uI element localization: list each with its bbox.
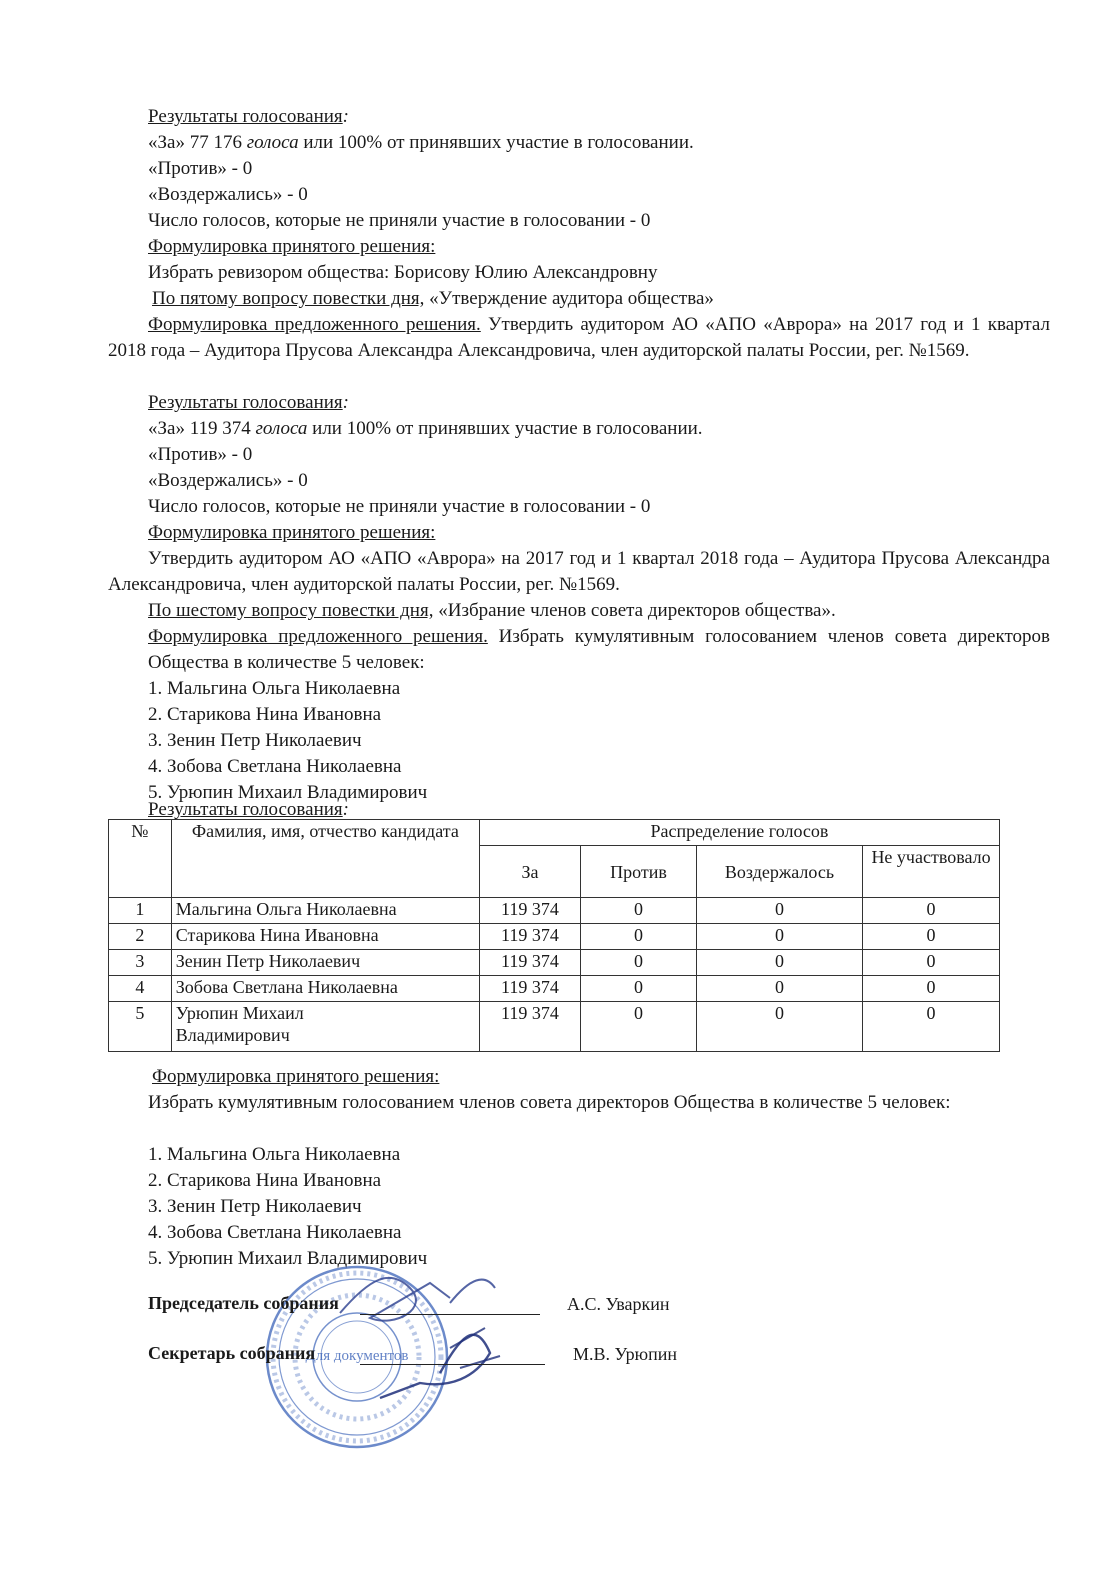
- q4-abstain: «Воздержались» - 0: [148, 184, 308, 205]
- q6-question-underlined: По шестому вопросу повестки дня,: [148, 600, 434, 621]
- votes-table: [108, 819, 1000, 1052]
- q4-for-line: [148, 130, 694, 156]
- secretary-name: М.В. Урюпин: [573, 1344, 678, 1364]
- q5-proposed-heading: Формулировка предложенного решения.: [148, 314, 481, 335]
- table-row: [109, 976, 1000, 1002]
- q6-elected-5: 5. Урюпин Михаил Владимирович: [148, 1248, 428, 1269]
- row-name: Мальгина Ольга Николаевна: [171, 898, 479, 924]
- q6-results-colon: :: [342, 799, 349, 820]
- table-row: [109, 898, 1000, 924]
- secretary-label: Секретарь собрания: [148, 1343, 316, 1363]
- chair-signature-line: [360, 1314, 540, 1315]
- col-not-header: Не участвовало: [863, 846, 1000, 898]
- q6-candidate-4: 4. Зобова Светлана Николаевна: [148, 756, 402, 777]
- col-name-header: Фамилия, имя, отчество кандидата: [171, 820, 479, 898]
- q4-results-heading: [148, 104, 349, 130]
- col-against-header: Против: [581, 846, 697, 898]
- q6-question-text: «Избрание членов совета директоров общества».: [433, 600, 836, 621]
- row-name: Зенин Петр Николаевич: [171, 950, 479, 976]
- q4-not-participated: Число голосов, которые не приняли участие в голосовании - 0: [148, 210, 651, 231]
- table-row: [109, 950, 1000, 976]
- row-against: 0: [581, 976, 697, 1002]
- row-against: 0: [581, 924, 697, 950]
- q5-results-heading-text: Результаты голосования: [148, 392, 343, 413]
- signature-scribbles: [300, 1258, 560, 1418]
- q6-decision-heading: Формулировка принятого решения:: [152, 1066, 440, 1087]
- row-num: 3: [109, 950, 172, 976]
- q5-results-heading: [148, 390, 349, 416]
- row-num: 5: [109, 1002, 172, 1052]
- q5-results-colon: :: [342, 392, 349, 413]
- q6-elected-4: 4. Зобова Светлана Николаевна: [148, 1222, 402, 1243]
- row-num: 2: [109, 924, 172, 950]
- secretary-signature-line: [360, 1364, 545, 1365]
- q6-candidate-5: 5. Урюпин Михаил Владимирович: [148, 782, 428, 803]
- row-not: 0: [863, 1002, 1000, 1052]
- col-abstain-header: Воздержалось: [696, 846, 862, 898]
- row-for: 119 374: [479, 976, 580, 1002]
- q6-proposed: [148, 624, 1050, 676]
- q4-decision-text: Избрать ревизором общества: Борисову Юлию Александровну: [148, 262, 658, 283]
- stamp-center-text: Для документов: [305, 1348, 409, 1364]
- q6-elected-3: 3. Зенин Петр Николаевич: [148, 1196, 362, 1217]
- table-row: [109, 1002, 1000, 1052]
- q6-question: [148, 598, 836, 624]
- row-against: 0: [581, 898, 697, 924]
- row-for: 119 374: [479, 950, 580, 976]
- col-group-header: Распределение голосов: [479, 820, 999, 846]
- q4-for-suffix: или 100% от принявших участие в голосовании.: [298, 132, 694, 153]
- chair-label: Председатель собрания: [148, 1293, 339, 1313]
- row-not: 0: [863, 924, 1000, 950]
- chair-name: А.С. Уваркин: [567, 1294, 670, 1314]
- table-header-row-1: [109, 820, 1000, 846]
- q4-against: «Против» - 0: [148, 158, 253, 179]
- row-against: 0: [581, 1002, 697, 1052]
- row-not: 0: [863, 950, 1000, 976]
- q6-elected-1: 1. Мальгина Ольга Николаевна: [148, 1144, 401, 1165]
- q6-candidate-1: 1. Мальгина Ольга Николаевна: [148, 678, 401, 699]
- q5-proposed-text: Утвердить аудитором АО «АПО «Аврора» на 2017 год и 1 квартал 2018 года – Аудитора Прусова Александра Александровича, член аудиторской палаты России, рег. №1569.: [108, 314, 1050, 361]
- q6-elected-2: 2. Старикова Нина Ивановна: [148, 1170, 382, 1191]
- row-name: Зобова Светлана Николаевна: [171, 976, 479, 1002]
- row-name: Старикова Нина Ивановна: [171, 924, 479, 950]
- row-for: 119 374: [479, 1002, 580, 1052]
- q4-results-heading-text: Результаты голосования: [148, 106, 343, 127]
- row-name: Урюпин Михаил Владимирович: [171, 1002, 479, 1052]
- q6-proposed-heading: Формулировка предложенного решения.: [148, 626, 488, 647]
- q4-for-prefix: «За» 77 176: [148, 132, 247, 153]
- row-num: 1: [109, 898, 172, 924]
- row-for: 119 374: [479, 898, 580, 924]
- q5-decision-heading: Формулировка принятого решения:: [148, 522, 436, 543]
- q6-results-heading-text: Результаты голосования: [148, 799, 343, 820]
- q5-for-prefix: «За» 119 374: [148, 418, 256, 439]
- q5-for-line: [148, 416, 703, 442]
- row-abstain: 0: [696, 924, 862, 950]
- q6-decision-text: Избрать кумулятивным голосованием членов совета директоров Общества в количестве 5 человек:: [148, 1092, 951, 1113]
- q4-for-italic: голоса: [246, 132, 299, 153]
- row-for: 119 374: [479, 924, 580, 950]
- row-num: 4: [109, 976, 172, 1002]
- q6-proposed-text: Избрать кумулятивным голосованием членов совета директоров Общества в количестве 5 человек:: [148, 626, 1050, 673]
- q5-question-text: «Утверждение аудитора общества»: [424, 288, 714, 309]
- q5-for-suffix: или 100% от принявших участие в голосовании.: [307, 418, 703, 439]
- row-not: 0: [863, 976, 1000, 1002]
- row-against: 0: [581, 950, 697, 976]
- row-abstain: 0: [696, 898, 862, 924]
- row-abstain: 0: [696, 950, 862, 976]
- col-for-header: За: [479, 846, 580, 898]
- q5-against: «Против» - 0: [148, 444, 253, 465]
- q6-candidate-3: 3. Зенин Петр Николаевич: [148, 730, 362, 751]
- q5-decision-text: Утвердить аудитором АО «АПО «Аврора» на 2017 год и 1 квартал 2018 года – Аудитора Прусова Александра Александровича, член аудиторской палаты России, рег. №1569.: [108, 548, 1050, 595]
- row-not: 0: [863, 898, 1000, 924]
- q4-results-colon: :: [342, 106, 349, 127]
- q4-decision-heading: Формулировка принятого решения:: [148, 236, 436, 257]
- q5-question: [152, 286, 714, 312]
- q5-for-italic: голоса: [255, 418, 308, 439]
- q5-abstain: «Воздержались» - 0: [148, 470, 308, 491]
- q6-candidate-2: 2. Старикова Нина Ивановна: [148, 704, 382, 725]
- row-abstain: 0: [696, 1002, 862, 1052]
- q5-question-underlined: По пятому вопросу повестки дня,: [152, 288, 425, 309]
- table-row: [109, 924, 1000, 950]
- col-num-header: №: [109, 820, 172, 898]
- row-abstain: 0: [696, 976, 862, 1002]
- q5-not-participated: Число голосов, которые не приняли участие в голосовании - 0: [148, 496, 651, 517]
- q5-proposed: [108, 312, 1050, 364]
